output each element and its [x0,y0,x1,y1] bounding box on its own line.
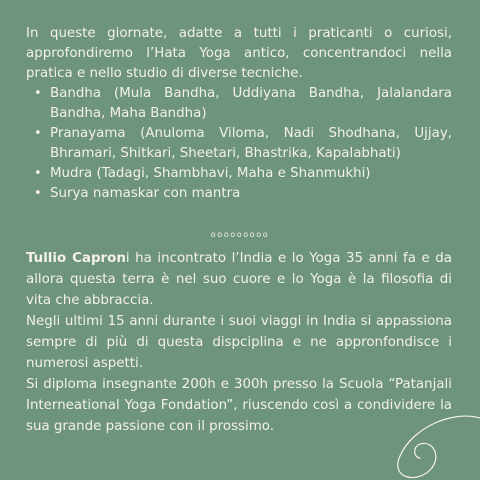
bio-paragraph-1 [26,248,452,311]
teacher-name: Tullio Capron [26,251,126,266]
bio-paragraph-2: Negli ultimi 15 anni durante i suoi viaggi in India si appassiona sempre di più di questa dispciplina e ne appronfondisce i numerosi aspetti. [26,314,452,371]
intro-text: In queste giornate, adatte a tutti i praticanti o curiosi, approfondiremo l’Hata Yoga antico, concentrandoci nella pratica e nello studio di diverse tecniche. [26,26,452,81]
bullet-icon: • [34,126,42,141]
techniques-list [26,84,452,204]
bullet-icon: • [34,166,42,181]
bio-paragraph-3: Si diploma insegnante 200h e 300h presso la Scuola “Patanjali Interneational Yoga Fondation”, riuscendo così a condividere la sua grande passione con il prossimo. [26,377,452,434]
list-item [26,124,452,164]
list-item [26,84,452,124]
list-item [26,164,452,184]
bullet-icon: • [34,86,42,101]
separator: ooooooooo [210,230,270,239]
spiral-decoration [360,370,480,480]
list-item-text: Surya namaskar con mantra [50,186,241,201]
list-item-text: Bandha (Mula Bandha, Uddiyana Bandha, Jalalandara Bandha, Maha Bandha) [50,86,452,121]
bullet-icon: • [34,186,42,201]
list-item [26,184,452,204]
list-item-text: Mudra (Tadagi, Shambhavi, Maha e Shanmukhi) [50,166,371,181]
list-item-text: Pranayama (Anuloma Viloma, Nadi Shodhana, Ujjay, Bhramari, Shitkari, Sheetari, Bhastrika, Kapalabhati) [50,126,452,161]
bio-text: i ha incontrato l’India e lo Yoga 35 anni fa e da allora questa terra è nel suo cuore e lo Yoga è la filosofia di vita che abbraccia. [26,251,452,308]
